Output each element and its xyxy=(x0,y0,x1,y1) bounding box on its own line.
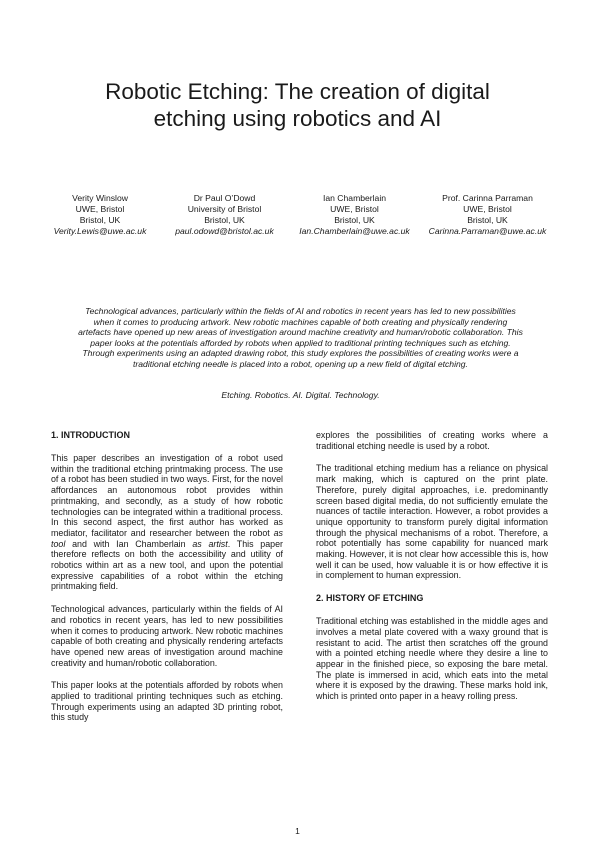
intro-paragraph-3: This paper looks at the potentials afforded by robots when applied to traditional printing techniques such as etching. Through experiments using an adapted 3D printing robot, this study xyxy=(51,680,283,723)
history-paragraph-1: Traditional etching was established in the middle ages and involves a metal plate covered with a waxy ground that is resistant to acid. The artist then scratches off the ground with a pointed etching needle where they desire a line to appear in the finished piece, so exposing the bare metal. The plate is immersed in acid, which eats into the metal where it is exposed by the drawing. These marks hold ink, which is printed onto paper in a heavy rolling press. xyxy=(316,616,548,702)
author-location: Bristol, UK xyxy=(79,215,121,225)
author-affiliation: UWE, Bristol xyxy=(75,204,125,214)
author-name: Ian Chamberlain xyxy=(322,193,387,203)
author-name: Verity Winslow xyxy=(72,193,128,203)
author-email: Ian.Chamberlain@uwe.ac.uk xyxy=(299,226,410,236)
author-email: Verity.Lewis@uwe.ac.uk xyxy=(53,226,147,236)
page-number: 1 xyxy=(295,826,300,836)
author-2 xyxy=(162,193,287,237)
title-line-2: etching using robotics and AI xyxy=(153,106,442,131)
left-column xyxy=(51,430,283,735)
author-email: Carinna.Parraman@uwe.ac.uk xyxy=(428,226,547,236)
author-1 xyxy=(44,193,156,237)
author-name: Prof. Carinna Parraman xyxy=(442,193,533,203)
author-block xyxy=(44,193,559,243)
author-4 xyxy=(420,193,555,237)
keywords: Etching. Robotics. AI. Digital. Technology. xyxy=(221,390,380,400)
intro-paragraph-2: Technological advances, particularly within the fields of AI and robotics in recent years, has led to new possibilities when it comes to producing artwork. New robotic machines capable of both creating and physically rendering artefacts have opened new areas of investigation around machine creativity and human/robotic collaboration. xyxy=(51,604,283,668)
author-location: Bristol, UK xyxy=(334,215,375,225)
intro-paragraph-4: The traditional etching medium has a reliance on physical mark making, which is captured on the print plate. Therefore, purely digital approaches, i.e. predominantly screen based digital media, do not sufficiently emulate the nuances of tactile interaction. However, a robot provides a unique opportunity to transform purely digital information through the physical mechanisms of a robot. Therefore, a robot potentially has some capability for nuanced mark making. However, it is not clear how accessible this is, how well it can be used, how valuable it is or how effective it is in complement to human expression. xyxy=(316,463,548,581)
author-location: Bristol, UK xyxy=(204,215,245,225)
intro-paragraph-3-continued: explores the possibilities of creating works where a traditional etching needle is used by a robot. xyxy=(316,430,548,451)
section-heading-history: 2. HISTORY OF ETCHING xyxy=(316,593,424,604)
author-affiliation: UWE, Bristol xyxy=(463,204,512,214)
intro-paragraph-1: This paper describes an investigation of a robot used within the traditional etching printmaking process. The use of a robot has been studied in two ways. First, for the novel affordances an autonomous robot provides within printmaking, and secondly, as a study of how robotic technologies can be integrated within a traditional process. In this second aspect, the first author has worked as mediator, facilitator and researcher between the robot as tool and with Ian Chamberlain as artist. This paper therefore reflects on both the accessibility and utility of robotics within art as a new tool, and upon the potential expressive capabilities of a robot within the etching printmaking field. xyxy=(51,453,284,592)
paper-title xyxy=(40,78,555,132)
title-line-1: Robotic Etching: The creation of digital xyxy=(105,79,490,104)
author-affiliation: University of Bristol xyxy=(187,204,262,214)
author-3 xyxy=(292,193,417,237)
section-heading-introduction: 1. INTRODUCTION xyxy=(51,430,131,440)
author-name: Dr Paul O’Dowd xyxy=(193,193,256,203)
right-column xyxy=(316,430,548,714)
author-location: Bristol, UK xyxy=(467,215,508,225)
author-affiliation: UWE, Bristol xyxy=(330,204,379,214)
author-email: paul.odowd@bristol.ac.uk xyxy=(175,226,274,236)
abstract: Technological advances, particularly within the fields of AI and robotics in recent years has led to new possibilities when it comes to producing artwork. New robotic machines capable of both creating and physically rendering artefacts have opened up new areas of investigation around machine creativity and human/robotic collaboration. This paper looks at the potentials afforded by robots when applied to traditional printing techniques such as etching. Through experiments using an adapted drawing robot, this study explores the possibilities of creating works were a traditional etching needle is placed into a robot, opening up a new field of digital etching. xyxy=(78,306,523,369)
